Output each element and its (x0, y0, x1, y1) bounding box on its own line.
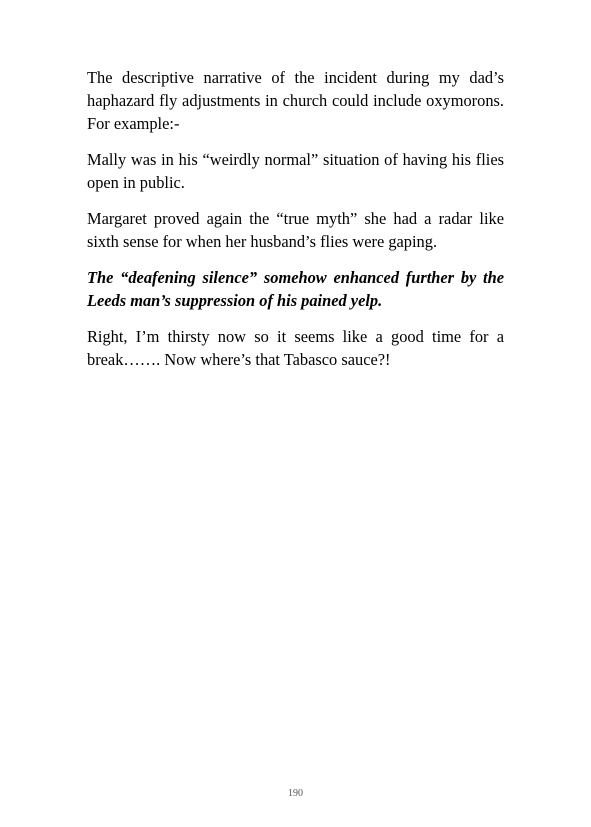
paragraph-tabasco: Right, I’m thirsty now so it seems like a good time for a break……. Now where’s that Tabasco sauce?! (87, 327, 504, 369)
paragraph-oxymorons-intro: The descriptive narrative of the incident during my dad’s haphazard fly adjustments in church could include oxymorons. For example:- (87, 68, 504, 133)
paragraph-mally: Mally was in his “weirdly normal” situation of having his flies open in public. (87, 150, 504, 192)
paragraph-margaret: Margaret proved again the “true myth” she had a radar like sixth sense for when her husband’s flies were gaping. (87, 209, 504, 251)
paragraph-deafening-silence: The “deafening silence” somehow enhanced further by the Leeds man’s suppression of his pained yelp. (87, 268, 504, 310)
body-text (87, 66, 504, 384)
page-number: 190 (288, 788, 303, 799)
